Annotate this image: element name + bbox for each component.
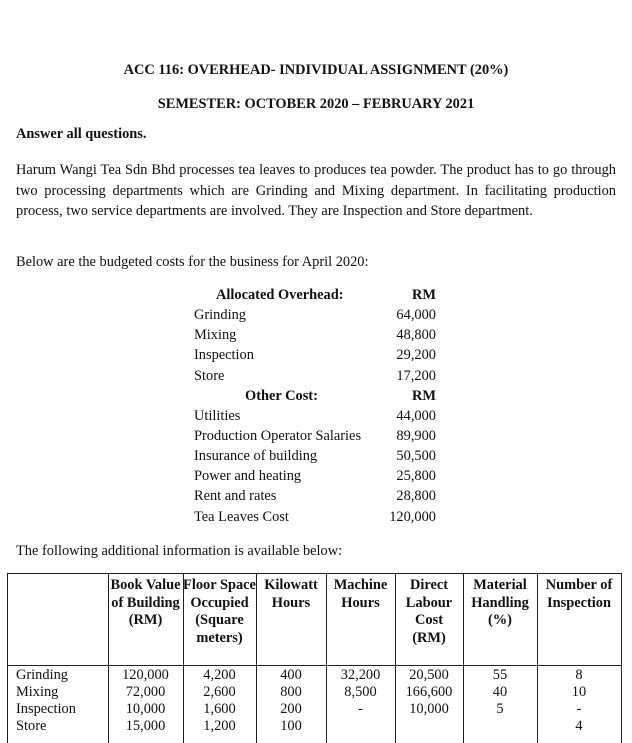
cell-kilowatt-hours: 800 (280, 684, 302, 700)
other-cost-value: 25,800 (396, 468, 436, 484)
cell-direct-labour: 10,000 (409, 701, 449, 717)
cell-number-of-inspection: 4 (575, 718, 583, 734)
cell-number-of-inspection: 8 (575, 667, 583, 683)
row-label-store: Store (16, 718, 47, 734)
cell-machine-hours: - (358, 701, 363, 717)
row-label-mixing: Mixing (16, 684, 59, 700)
other-cost-label: Power and heating (194, 468, 302, 484)
allocated-value: 64,000 (396, 307, 436, 323)
cell-machine-hours: 32,200 (340, 667, 381, 683)
header-number-of-inspection: Number of Inspection (545, 577, 613, 611)
allocated-value: 17,200 (396, 368, 436, 384)
additional-info-intro: The following additional information is available below: (16, 543, 343, 559)
cell-number-of-inspection: - (576, 701, 582, 717)
other-unit: RM (412, 388, 436, 404)
cell-material-handling: 55 (492, 667, 508, 683)
cell-book-value: 10,000 (125, 701, 166, 717)
cell-book-value: 120,000 (122, 667, 169, 683)
other-cost-value: 44,000 (396, 408, 436, 424)
cell-floor-space: 1,200 (203, 718, 236, 734)
allocated-label: Inspection (194, 347, 254, 363)
table-rule (7, 573, 621, 574)
header-material-handling: Material Handling (%) (471, 577, 529, 628)
cell-floor-space: 4,200 (203, 667, 236, 683)
table-rule (621, 573, 622, 743)
instruction-text: Answer all questions. (16, 126, 147, 142)
allocated-label: Mixing (194, 327, 237, 343)
header-kilowatt-hours: Kilowatt Hours (264, 577, 318, 611)
header-machine-hours: Machine Hours (333, 577, 388, 611)
cell-number-of-inspection: 10 (571, 684, 587, 700)
header-direct-labour: Direct Labour Cost (RM) (405, 577, 453, 646)
intro-paragraph: Harum Wangi Tea Sdn Bhd processes tea leaves to produces tea powder. The product has to go through two processing departments which are Grinding and Mixing department. In facilitating production process, two service departments are involved. They are Inspection and Store department. (16, 162, 616, 219)
cell-book-value: 72,000 (125, 684, 166, 700)
cell-kilowatt-hours: 100 (280, 718, 302, 734)
other-cost-label: Rent and rates (194, 488, 277, 504)
other-cost-label: Insurance of building (194, 448, 318, 464)
cell-material-handling: 40 (492, 684, 508, 700)
cell-floor-space: 1,600 (203, 701, 236, 717)
other-cost-value: 50,500 (396, 448, 436, 464)
semester-heading: SEMESTER: OCTOBER 2020 – FEBRUARY 2021 (157, 96, 475, 112)
cell-material-handling: 5 (496, 701, 504, 717)
table-rule (7, 665, 621, 666)
cell-book-value: 15,000 (125, 718, 166, 734)
other-cost-label: Utilities (194, 408, 241, 424)
header-book-value: Book Value of Building (RM) (110, 577, 181, 628)
other-cost-label: Tea Leaves Cost (194, 509, 289, 525)
assignment-title: ACC 116: OVERHEAD- INDIVIDUAL ASSIGNMENT (20%) (123, 62, 509, 78)
other-cost-value: 28,800 (396, 488, 436, 504)
other-cost-label: Production Operator Salaries (194, 428, 362, 444)
cell-kilowatt-hours: 200 (280, 701, 302, 717)
allocated-value: 48,800 (396, 327, 436, 343)
allocated-label: Store (194, 368, 225, 384)
cell-machine-hours: 8,500 (344, 684, 377, 700)
cell-direct-labour: 20,500 (409, 667, 449, 683)
table-rule (7, 573, 8, 743)
cell-floor-space: 2,600 (203, 684, 236, 700)
other-cost-heading: Other Cost: (245, 388, 318, 404)
allocated-value: 29,200 (396, 347, 436, 363)
cell-direct-labour: 166,600 (405, 684, 453, 700)
budget-intro: Below are the budgeted costs for the business for April 2020: (16, 254, 369, 270)
allocated-unit: RM (412, 287, 436, 303)
cell-kilowatt-hours: 400 (280, 667, 302, 683)
allocated-overhead-heading: Allocated Overhead: (216, 287, 344, 303)
row-label-inspection: Inspection (16, 701, 76, 717)
other-cost-value: 89,900 (396, 428, 436, 444)
header-floor-space: Floor Space Occupied (Square meters) (183, 577, 256, 646)
other-cost-value: 120,000 (389, 509, 436, 525)
allocated-label: Grinding (194, 307, 246, 323)
row-label-grinding: Grinding (16, 667, 68, 683)
